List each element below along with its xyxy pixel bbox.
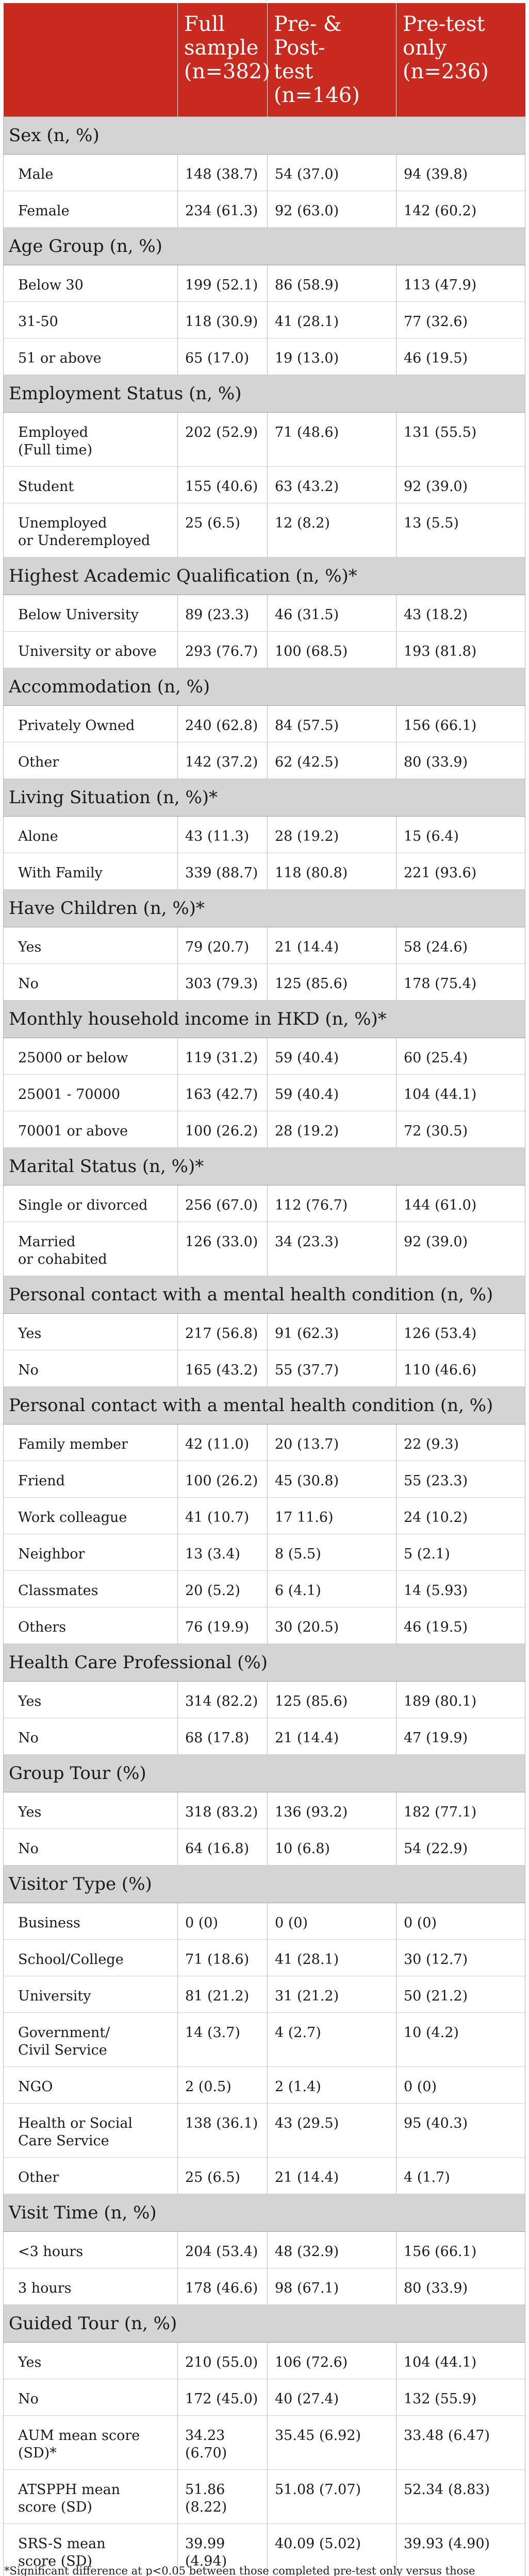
cell-full-sample: 217 (56.8) — [178, 1314, 268, 1350]
table-row — [4, 1461, 525, 1498]
table-row — [4, 2343, 525, 2379]
section-title: Living Situation (n, %)* — [4, 779, 525, 817]
row-label: Yes — [4, 1792, 178, 1829]
table-row — [4, 927, 525, 964]
section-header-row — [4, 2194, 525, 2232]
cell-pre-post: 28 (19.2) — [268, 817, 396, 853]
row-label: Single or divorced — [4, 1185, 178, 1222]
row-label: Female — [4, 191, 178, 228]
cell-pre-only: 0 (0) — [396, 2067, 525, 2104]
cell-pre-only: 13 (5.5) — [396, 503, 525, 557]
cell-full-sample: 155 (40.6) — [178, 467, 268, 503]
table-row — [4, 1607, 525, 1644]
section-title: Have Children (n, %)* — [4, 890, 525, 927]
cell-pre-post: 46 (31.5) — [268, 595, 396, 632]
section-title: Guided Tour (n, %) — [4, 2305, 525, 2343]
section-header-row — [4, 375, 525, 413]
row-label: No — [4, 1350, 178, 1387]
cell-full-sample: 314 (82.2) — [178, 1682, 268, 1718]
table-row — [4, 2268, 525, 2305]
cell-full-sample: 76 (19.9) — [178, 1607, 268, 1644]
cell-pre-post: 40.09 (5.02) — [268, 2524, 396, 2576]
cell-full-sample: 118 (30.9) — [178, 302, 268, 338]
table-row — [4, 964, 525, 1001]
section-title: Accommodation (n, %) — [4, 668, 525, 706]
row-label: School/College — [4, 1940, 178, 1976]
cell-pre-post: 48 (32.9) — [268, 2232, 396, 2268]
cell-pre-only: 80 (33.9) — [396, 742, 525, 779]
row-label: NGO — [4, 2067, 178, 2104]
cell-full-sample: 64 (16.8) — [178, 1829, 268, 1866]
cell-pre-post: 41 (28.1) — [268, 1940, 396, 1976]
cell-full-sample: 25 (6.5) — [178, 2158, 268, 2194]
table-row — [4, 1829, 525, 1866]
cell-full-sample: 148 (38.7) — [178, 155, 268, 191]
row-label: University or above — [4, 632, 178, 668]
cell-pre-only: 95 (40.3) — [396, 2104, 525, 2158]
cell-pre-post: 10 (6.8) — [268, 1829, 396, 1866]
header-cell-label — [4, 3, 178, 117]
cell-pre-only: 14 (5.93) — [396, 1571, 525, 1607]
cell-full-sample: 172 (45.0) — [178, 2379, 268, 2416]
cell-pre-only: 58 (24.6) — [396, 927, 525, 964]
table-row — [4, 1075, 525, 1111]
section-header-row — [4, 779, 525, 817]
cell-full-sample: 0 (0) — [178, 1903, 268, 1940]
cell-full-sample: 25 (6.5) — [178, 503, 268, 557]
cell-full-sample: 79 (20.7) — [178, 927, 268, 964]
section-header-row — [4, 557, 525, 595]
header-row — [4, 3, 525, 117]
header-cell-pre-post: Pre- & Post- test (n=146) — [268, 3, 396, 117]
table-row — [4, 853, 525, 890]
cell-pre-only: 5 (2.1) — [396, 1534, 525, 1571]
cell-pre-only: 77 (32.6) — [396, 302, 525, 338]
cell-pre-post: 59 (40.4) — [268, 1075, 396, 1111]
cell-pre-post: 136 (93.2) — [268, 1792, 396, 1829]
cell-pre-only: 33.48 (6.47) — [396, 2416, 525, 2470]
cell-pre-post: 92 (63.0) — [268, 191, 396, 228]
cell-pre-post: 118 (80.8) — [268, 853, 396, 890]
row-label: Below University — [4, 595, 178, 632]
cell-pre-post: 12 (8.2) — [268, 503, 396, 557]
cell-pre-post: 59 (40.4) — [268, 1038, 396, 1075]
table-row — [4, 632, 525, 668]
cell-full-sample: 39.99 (4.94) — [178, 2524, 268, 2576]
cell-pre-only: 10 (4.2) — [396, 2013, 525, 2067]
cell-full-sample: 68 (17.8) — [178, 1718, 268, 1755]
cell-pre-only: 72 (30.5) — [396, 1111, 525, 1148]
section-title: Personal contact with a mental health condition (n, %) — [4, 1276, 525, 1314]
row-label: With Family — [4, 853, 178, 890]
cell-pre-only: 4 (1.7) — [396, 2158, 525, 2194]
cell-full-sample: 199 (52.1) — [178, 265, 268, 302]
cell-pre-post: 19 (13.0) — [268, 338, 396, 375]
cell-pre-post: 100 (68.5) — [268, 632, 396, 668]
cell-full-sample: 210 (55.0) — [178, 2343, 268, 2379]
row-label: Privately Owned — [4, 706, 178, 742]
row-label: Alone — [4, 817, 178, 853]
row-label: Business — [4, 1903, 178, 1940]
cell-pre-only: 24 (10.2) — [396, 1498, 525, 1534]
cell-pre-only: 132 (55.9) — [396, 2379, 525, 2416]
table-row — [4, 595, 525, 632]
row-label: Government/ Civil Service — [4, 2013, 178, 2067]
cell-full-sample: 2 (0.5) — [178, 2067, 268, 2104]
cell-pre-post: 91 (62.3) — [268, 1314, 396, 1350]
row-label: SRS-S mean score (SD) — [4, 2524, 178, 2576]
row-label: Yes — [4, 2343, 178, 2379]
cell-pre-post: 98 (67.1) — [268, 2268, 396, 2305]
cell-pre-only: 15 (6.4) — [396, 817, 525, 853]
cell-pre-post: 84 (57.5) — [268, 706, 396, 742]
section-title: Marital Status (n, %)* — [4, 1148, 525, 1185]
row-label: No — [4, 1718, 178, 1755]
cell-full-sample: 204 (53.4) — [178, 2232, 268, 2268]
section-header-row — [4, 1148, 525, 1185]
cell-pre-post: 51.08 (7.07) — [268, 2470, 396, 2524]
row-label: Yes — [4, 1314, 178, 1350]
cell-pre-only: 46 (19.5) — [396, 338, 525, 375]
cell-full-sample: 71 (18.6) — [178, 1940, 268, 1976]
table-row — [4, 817, 525, 853]
cell-pre-post: 2 (1.4) — [268, 2067, 396, 2104]
cell-pre-post: 30 (20.5) — [268, 1607, 396, 1644]
cell-pre-only: 39.93 (4.90) — [396, 2524, 525, 2576]
table-row — [4, 1682, 525, 1718]
row-label: 25001 - 70000 — [4, 1075, 178, 1111]
section-title: Monthly household income in HKD (n, %)* — [4, 1001, 525, 1038]
table-row — [4, 191, 525, 228]
section-header-row — [4, 890, 525, 927]
cell-full-sample: 13 (3.4) — [178, 1534, 268, 1571]
cell-full-sample: 119 (31.2) — [178, 1038, 268, 1075]
table-row — [4, 2013, 525, 2067]
cell-pre-only: 189 (80.1) — [396, 1682, 525, 1718]
row-label: 51 or above — [4, 338, 178, 375]
cell-pre-post: 20 (13.7) — [268, 1425, 396, 1461]
header-cell-pre-only: Pre-test only (n=236) — [396, 3, 525, 117]
table-row — [4, 1038, 525, 1075]
cell-pre-post: 41 (28.1) — [268, 302, 396, 338]
row-label: Other — [4, 2158, 178, 2194]
cell-pre-only: 113 (47.9) — [396, 265, 525, 302]
cell-pre-post: 6 (4.1) — [268, 1571, 396, 1607]
cell-pre-only: 80 (33.9) — [396, 2268, 525, 2305]
row-label: Unemployed or Underemployed — [4, 503, 178, 557]
cell-pre-post: 125 (85.6) — [268, 1682, 396, 1718]
cell-pre-post: 45 (30.8) — [268, 1461, 396, 1498]
table-row — [4, 1425, 525, 1461]
row-label: Male — [4, 155, 178, 191]
row-label: 31-50 — [4, 302, 178, 338]
table-row — [4, 1718, 525, 1755]
cell-pre-only: 104 (44.1) — [396, 1075, 525, 1111]
section-title: Visit Time (n, %) — [4, 2194, 525, 2232]
cell-pre-post: 0 (0) — [268, 1903, 396, 1940]
cell-full-sample: 163 (42.7) — [178, 1075, 268, 1111]
cell-full-sample: 202 (52.9) — [178, 413, 268, 467]
cell-pre-post: 17 11.6) — [268, 1498, 396, 1534]
section-header-row — [4, 1387, 525, 1425]
cell-full-sample: 89 (23.3) — [178, 595, 268, 632]
row-label: AUM mean score (SD)* — [4, 2416, 178, 2470]
cell-full-sample: 318 (83.2) — [178, 1792, 268, 1829]
cell-pre-only: 92 (39.0) — [396, 1222, 525, 1276]
cell-pre-post: 21 (14.4) — [268, 1718, 396, 1755]
cell-pre-only: 182 (77.1) — [396, 1792, 525, 1829]
table-row — [4, 1976, 525, 2013]
row-label: University — [4, 1976, 178, 2013]
cell-pre-only: 156 (66.1) — [396, 706, 525, 742]
section-header-row — [4, 1001, 525, 1038]
table-row — [4, 1350, 525, 1387]
cell-pre-post: 62 (42.5) — [268, 742, 396, 779]
section-title: Personal contact with a mental health condition (n, %) — [4, 1387, 525, 1425]
demographics-table — [3, 3, 525, 2576]
table-row — [4, 742, 525, 779]
cell-pre-only: 131 (55.5) — [396, 413, 525, 467]
section-header-row — [4, 1866, 525, 1903]
footnote: *Significant difference at p<0.05 between those completed pre-test only versus those — [4, 2565, 475, 2576]
row-label: Employed (Full time) — [4, 413, 178, 467]
section-header-row — [4, 2305, 525, 2343]
section-header-row — [4, 668, 525, 706]
cell-full-sample: 178 (46.6) — [178, 2268, 268, 2305]
table-row — [4, 2232, 525, 2268]
cell-pre-post: 31 (21.2) — [268, 1976, 396, 2013]
row-label: Neighbor — [4, 1534, 178, 1571]
table-row — [4, 2104, 525, 2158]
cell-pre-only: 52.34 (8.83) — [396, 2470, 525, 2524]
row-label: Family member — [4, 1425, 178, 1461]
cell-pre-only: 46 (19.5) — [396, 1607, 525, 1644]
table-header — [4, 3, 525, 117]
cell-pre-post: 112 (76.7) — [268, 1185, 396, 1222]
cell-full-sample: 42 (11.0) — [178, 1425, 268, 1461]
section-title: Highest Academic Qualification (n, %)* — [4, 557, 525, 595]
row-label: 25000 or below — [4, 1038, 178, 1075]
row-label: Work colleague — [4, 1498, 178, 1534]
section-title: Age Group (n, %) — [4, 228, 525, 265]
row-label: Student — [4, 467, 178, 503]
row-label: Below 30 — [4, 265, 178, 302]
cell-full-sample: 256 (67.0) — [178, 1185, 268, 1222]
row-label: No — [4, 964, 178, 1001]
table-row — [4, 503, 525, 557]
cell-full-sample: 81 (21.2) — [178, 1976, 268, 2013]
table-row — [4, 1111, 525, 1148]
cell-full-sample: 126 (33.0) — [178, 1222, 268, 1276]
section-title: Visitor Type (%) — [4, 1866, 525, 1903]
section-header-row — [4, 1644, 525, 1682]
row-label: Classmates — [4, 1571, 178, 1607]
row-label: No — [4, 2379, 178, 2416]
cell-pre-only: 55 (23.3) — [396, 1461, 525, 1498]
cell-pre-only: 144 (61.0) — [396, 1185, 525, 1222]
cell-pre-only: 193 (81.8) — [396, 632, 525, 668]
cell-pre-only: 54 (22.9) — [396, 1829, 525, 1866]
table-row — [4, 1940, 525, 1976]
cell-full-sample: 100 (26.2) — [178, 1461, 268, 1498]
table-row — [4, 1222, 525, 1276]
cell-pre-post: 21 (14.4) — [268, 2158, 396, 2194]
cell-pre-post: 8 (5.5) — [268, 1534, 396, 1571]
table-row — [4, 155, 525, 191]
score-row — [4, 2416, 525, 2470]
cell-pre-post: 54 (37.0) — [268, 155, 396, 191]
cell-pre-only: 156 (66.1) — [396, 2232, 525, 2268]
section-title: Health Care Professional (%) — [4, 1644, 525, 1682]
cell-pre-only: 221 (93.6) — [396, 853, 525, 890]
cell-pre-only: 22 (9.3) — [396, 1425, 525, 1461]
table-row — [4, 1185, 525, 1222]
section-title: Employment Status (n, %) — [4, 375, 525, 413]
cell-full-sample: 293 (76.7) — [178, 632, 268, 668]
cell-full-sample: 142 (37.2) — [178, 742, 268, 779]
row-label: Married or cohabited — [4, 1222, 178, 1276]
cell-pre-only: 104 (44.1) — [396, 2343, 525, 2379]
cell-pre-only: 0 (0) — [396, 1903, 525, 1940]
row-label: <3 hours — [4, 2232, 178, 2268]
row-label: 70001 or above — [4, 1111, 178, 1148]
cell-full-sample: 138 (36.1) — [178, 2104, 268, 2158]
cell-pre-only: 92 (39.0) — [396, 467, 525, 503]
cell-pre-post: 86 (58.9) — [268, 265, 396, 302]
section-header-row — [4, 1276, 525, 1314]
table-row — [4, 413, 525, 467]
row-label: Health or Social Care Service — [4, 2104, 178, 2158]
table-row — [4, 1571, 525, 1607]
cell-pre-only: 30 (12.7) — [396, 1940, 525, 1976]
row-label: No — [4, 1829, 178, 1866]
section-header-row — [4, 228, 525, 265]
cell-pre-post: 125 (85.6) — [268, 964, 396, 1001]
table-body — [4, 117, 525, 2576]
cell-pre-only: 47 (19.9) — [396, 1718, 525, 1755]
row-label: 3 hours — [4, 2268, 178, 2305]
cell-pre-only: 60 (25.4) — [396, 1038, 525, 1075]
section-header-row — [4, 1755, 525, 1792]
cell-full-sample: 14 (3.7) — [178, 2013, 268, 2067]
cell-pre-post: 40 (27.4) — [268, 2379, 396, 2416]
table-row — [4, 338, 525, 375]
table-row — [4, 2379, 525, 2416]
table-row — [4, 467, 525, 503]
cell-pre-post: 4 (2.7) — [268, 2013, 396, 2067]
cell-full-sample: 51.86 (8.22) — [178, 2470, 268, 2524]
cell-pre-only: 126 (53.4) — [396, 1314, 525, 1350]
table-row — [4, 1498, 525, 1534]
table-row — [4, 1792, 525, 1829]
cell-pre-post: 55 (37.7) — [268, 1350, 396, 1387]
table-row — [4, 2067, 525, 2104]
cell-full-sample: 240 (62.8) — [178, 706, 268, 742]
table-row — [4, 1314, 525, 1350]
table-row — [4, 1534, 525, 1571]
cell-pre-post: 28 (19.2) — [268, 1111, 396, 1148]
cell-pre-post: 34 (23.3) — [268, 1222, 396, 1276]
cell-pre-post: 43 (29.5) — [268, 2104, 396, 2158]
table-row — [4, 1903, 525, 1940]
cell-full-sample: 165 (43.2) — [178, 1350, 268, 1387]
score-row — [4, 2470, 525, 2524]
header-cell-full-sample: Full sample (n=382) — [178, 3, 268, 117]
section-title: Group Tour (%) — [4, 1755, 525, 1792]
row-label: Others — [4, 1607, 178, 1644]
table-row — [4, 302, 525, 338]
cell-pre-only: 50 (21.2) — [396, 1976, 525, 2013]
cell-pre-only: 110 (46.6) — [396, 1350, 525, 1387]
cell-full-sample: 339 (88.7) — [178, 853, 268, 890]
cell-full-sample: 303 (79.3) — [178, 964, 268, 1001]
cell-full-sample: 100 (26.2) — [178, 1111, 268, 1148]
section-header-row — [4, 117, 525, 155]
cell-pre-only: 142 (60.2) — [396, 191, 525, 228]
cell-full-sample: 43 (11.3) — [178, 817, 268, 853]
table-row — [4, 706, 525, 742]
cell-pre-post: 106 (72.6) — [268, 2343, 396, 2379]
cell-pre-only: 178 (75.4) — [396, 964, 525, 1001]
cell-pre-only: 94 (39.8) — [396, 155, 525, 191]
cell-full-sample: 41 (10.7) — [178, 1498, 268, 1534]
cell-pre-post: 35.45 (6.92) — [268, 2416, 396, 2470]
cell-full-sample: 34.23 (6.70) — [178, 2416, 268, 2470]
section-title: Sex (n, %) — [4, 117, 525, 155]
table-row — [4, 2158, 525, 2194]
cell-pre-post: 71 (48.6) — [268, 413, 396, 467]
row-label: ATSPPH mean score (SD) — [4, 2470, 178, 2524]
table-row — [4, 265, 525, 302]
cell-full-sample: 234 (61.3) — [178, 191, 268, 228]
cell-pre-post: 63 (43.2) — [268, 467, 396, 503]
cell-pre-only: 43 (18.2) — [396, 595, 525, 632]
cell-full-sample: 65 (17.0) — [178, 338, 268, 375]
cell-pre-post: 21 (14.4) — [268, 927, 396, 964]
row-label: Other — [4, 742, 178, 779]
row-label: Yes — [4, 927, 178, 964]
row-label: Yes — [4, 1682, 178, 1718]
row-label: Friend — [4, 1461, 178, 1498]
cell-full-sample: 20 (5.2) — [178, 1571, 268, 1607]
